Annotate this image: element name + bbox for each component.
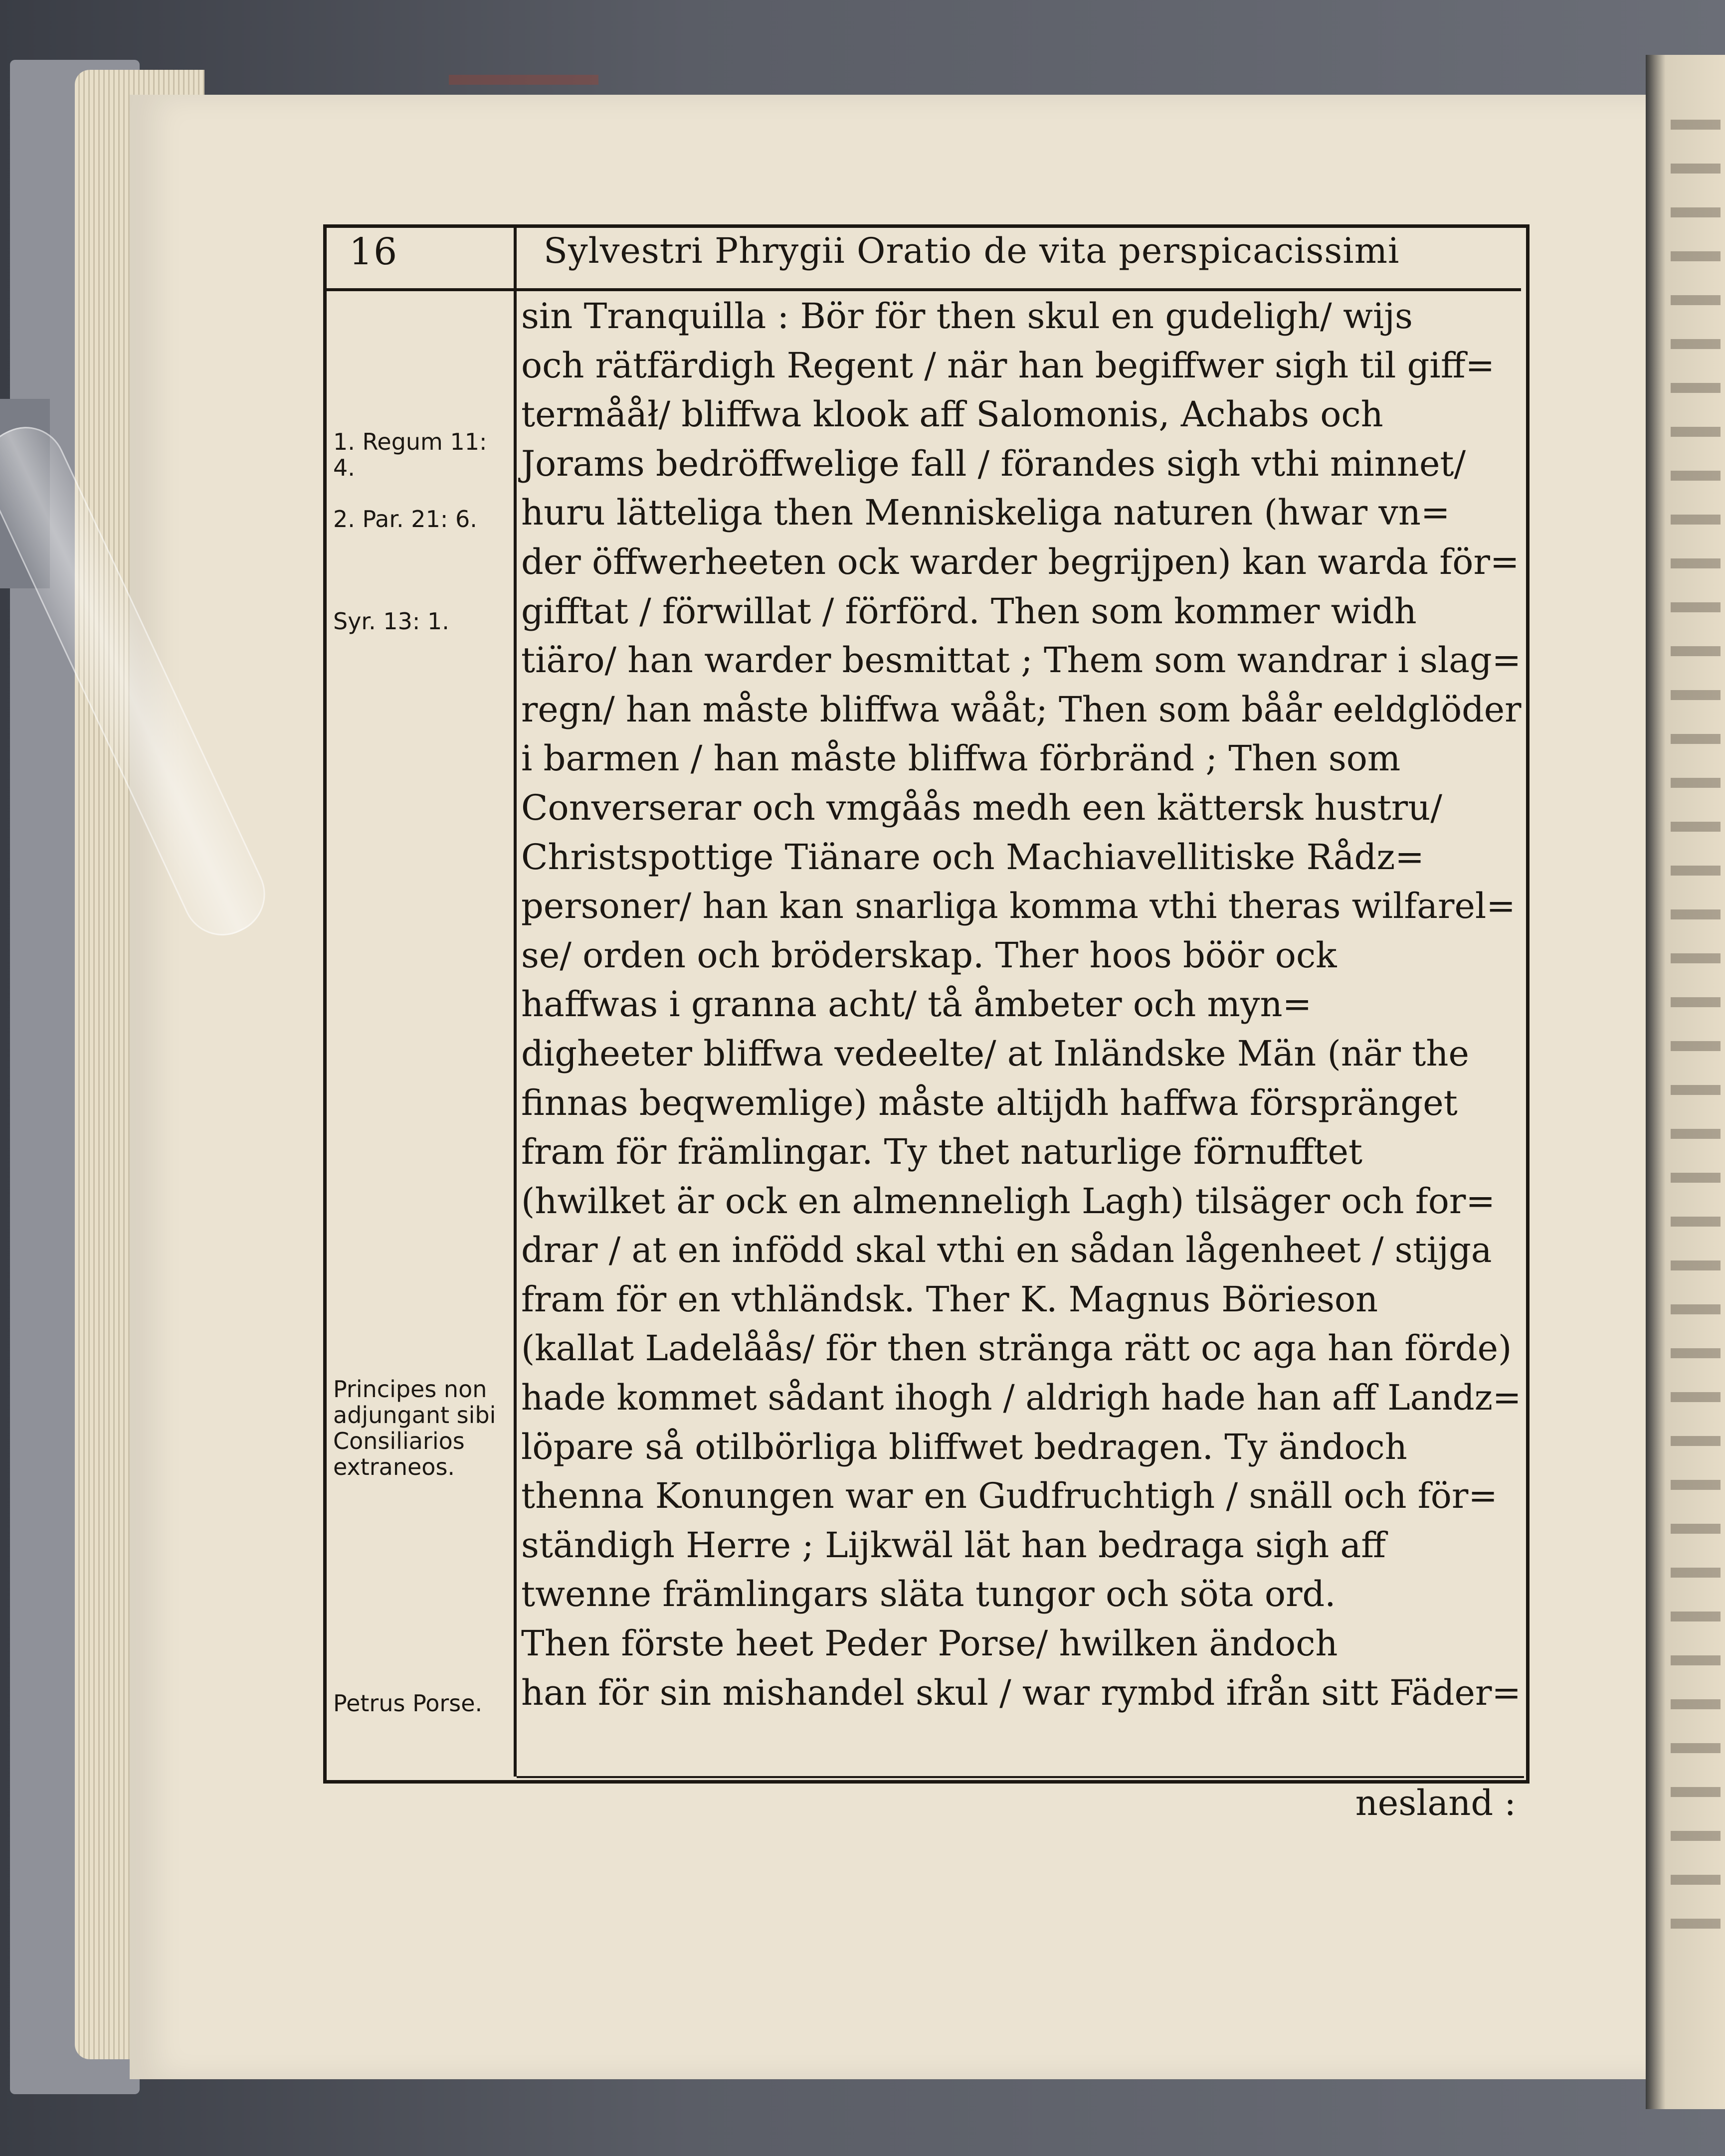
text-line: sin Tranquilla : Bör för then skul en gudeligh/ wijs xyxy=(521,296,1413,337)
text-line: hade kommet sådant ihogh / aldrigh hade han aff Landz= xyxy=(521,1377,1522,1419)
text-line: Jorams bedröffwelige fall / förandes sigh vthi minnet/ xyxy=(521,443,1466,484)
text-line: finnas beqwemlige) måste altijdh haffwa förspränget xyxy=(521,1082,1458,1123)
header-rule xyxy=(327,288,1521,291)
text-line: löpare så otilbörliga bliffwet bedragen. Ty ändoch xyxy=(521,1426,1407,1467)
text-line: och rätfärdigh Regent / när han begiffwer sigh til giff= xyxy=(521,345,1495,386)
body-text xyxy=(521,292,1521,1717)
text-line: termååł/ bliffwa klook aff Salomonis, Achabs och xyxy=(521,394,1383,435)
text-line: (hwilket är ock en almenneligh Lagh) tilsäger och for= xyxy=(521,1180,1495,1222)
text-line: personer/ han kan snarliga komma vthi theras wilfarel= xyxy=(521,886,1516,927)
text-line: tiäro/ han warder besmittat ; Them som wandrar i slag= xyxy=(521,640,1522,681)
text-line: ständigh Herre ; Lijkwäl lät han bedraga sigh aff xyxy=(521,1524,1386,1566)
text-line: se/ orden och bröderskap. Ther hoos böör ock xyxy=(521,934,1337,976)
margin-note-paralipomenon: 2. Par. 21: 6. xyxy=(333,506,477,533)
catchword: nesland : xyxy=(1355,1783,1516,1823)
text-line: fram för en vthländsk. Ther K. Magnus Börieson xyxy=(521,1278,1378,1320)
text-line: twenne främlingars släta tungor och söta ord. xyxy=(521,1574,1336,1615)
bottom-rule xyxy=(517,1776,1524,1778)
margin-note-petrus-porse: Petrus Porse. xyxy=(333,1690,483,1717)
running-title: Sylvestri Phrygii Oratio de vita perspicacissimi xyxy=(544,230,1400,271)
margin-note-principes: Principes non adjungant sibi Consiliarios extraneos. xyxy=(333,1376,496,1480)
text-line: gifftat / förwillat / förförd. Then som kommer widh xyxy=(521,590,1417,632)
margin-note-regum: 1. Regum 11: 4. xyxy=(333,428,487,481)
text-line: Then förste heet Peder Porse/ hwilken ändoch xyxy=(521,1623,1338,1664)
page-number: 16 xyxy=(349,230,398,273)
text-line: Christspottige Tiänare och Machiavellitiske Rådz= xyxy=(521,836,1424,878)
text-line: haffwas i granna acht/ tå åmbeter och myn= xyxy=(521,984,1312,1025)
text-line: digheeter bliffwa vedeelte/ at Inländske Män (när the xyxy=(521,1033,1469,1074)
text-line: drar / at en infödd skal vthi en sådan lågenheet / stijga xyxy=(521,1230,1492,1271)
text-line: han för sin mishandel skul / war rymbd ifrån sitt Fäder= xyxy=(521,1672,1522,1713)
text-line: thenna Konungen war en Gudfruchtigh / snäll och för= xyxy=(521,1475,1498,1517)
ink-bleed xyxy=(449,75,598,85)
facing-page-text xyxy=(1671,100,1721,1945)
text-line: der öffwerheeten ock warder begrijpen) kan warda för= xyxy=(521,541,1520,582)
margin-note-syrach: Syr. 13: 1. xyxy=(333,608,449,635)
text-line: Converserar och vmgåås medh een kättersk hustru/ xyxy=(521,787,1442,828)
text-line: i barmen / han måste bliffwa förbränd ; Then som xyxy=(521,738,1401,779)
text-line: regn/ han måste bliffwa wååt; Then som båår eeldglöder xyxy=(521,689,1522,730)
text-line: (kallat Ladelåås/ för then stränga rätt oc aga han förde) xyxy=(521,1328,1512,1369)
text-line: fram för främlingar. Ty thet naturlige förnufftet xyxy=(521,1131,1363,1173)
margin-column-rule xyxy=(514,228,517,1777)
text-line: huru lätteliga then Menniskeliga naturen (hwar vn= xyxy=(521,492,1450,534)
